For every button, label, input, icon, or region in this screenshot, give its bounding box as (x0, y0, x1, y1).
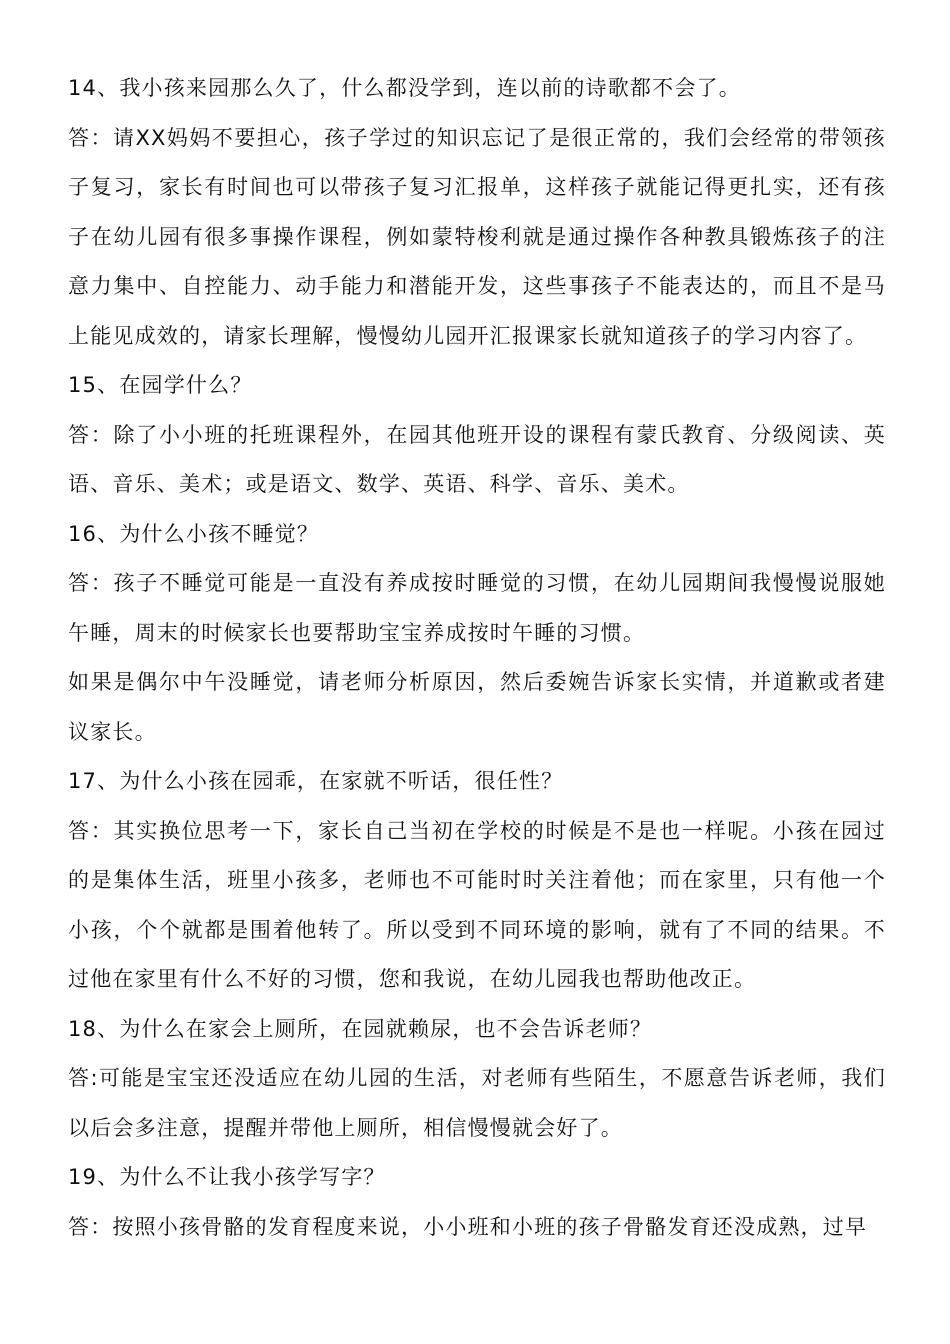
answer-14: 答：请XX妈妈不要担心，孩子学过的知识忘记了是很正常的，我们会经常的带领孩子复习，家长有时间也可以带孩子复习汇报单，这样孩子就能记得更扎实，还有孩子在幼儿园有很多事操作课程，例如蒙特梭利就是通过操作各种教具锻炼孩子的注意力集中、自控能力、动手能力和潜能开发，这些事孩子不能表达的，而且不是马上能见成效的，请家长理解，慢慢幼儿园开汇报课家长就知道孩子的学习内容了。 (68, 125, 886, 348)
question-16: 16、为什么小孩不睡觉？ (68, 521, 320, 546)
answer-16-note: 如果是偶尔中午没睡觉，请老师分析原因，然后委婉告诉家长实情，并道歉或者建议家长。 (68, 670, 886, 744)
document-page (68, 64, 886, 1252)
question-15: 15、在园学什么？ (68, 373, 253, 397)
answer-19: 答：按照小孩骨骼的发育程度来说，小小班和小班的孩子骨骼发育还没成熟，过早 (68, 1214, 868, 1239)
question-14: 14、我小孩来园那么久了，什么都没学到，连以前的诗歌都不会了。 (68, 76, 741, 100)
answer-18: 答:可能是宝宝还没适应在幼儿园的生活，对老师有些陌生，不愿意告诉老师，我们以后会多注意，提醒并带他上厕所，相信慢慢就会好了。 (68, 1066, 886, 1140)
question-18: 18、为什么在家会上厕所，在园就赖尿，也不会告诉老师？ (68, 1016, 653, 1041)
question-19: 19、为什么不让我小孩学写字？ (68, 1165, 386, 1189)
answer-17: 答：其实换位思考一下，家长自己当初在学校的时候是不是也一样呢。小孩在园过的是集体生活，班里小孩多，老师也不可能时时关注着他；而在家里，只有他一个小孩，个个就都是围着他转了。所以受到不同环境的影响，就有了不同的结果。不过他在家里有什么不好的习惯，您和我说，在幼儿园我也帮助他改正。 (68, 818, 886, 991)
question-17: 17、为什么小孩在园乖，在家就不听话，很任性？ (68, 769, 564, 793)
answer-16: 答：孩子不睡觉可能是一直没有养成按时睡觉的习惯，在幼儿园期间我慢慢说服她午睡，周末的时候家长也要帮助宝宝养成按时午睡的习惯。 (68, 571, 886, 645)
answer-15: 答：除了小小班的托班课程外，在园其他班开设的课程有蒙氏教育、分级阅读、英语、音乐、美术；或是语文、数学、英语、科学、音乐、美术。 (68, 422, 886, 496)
